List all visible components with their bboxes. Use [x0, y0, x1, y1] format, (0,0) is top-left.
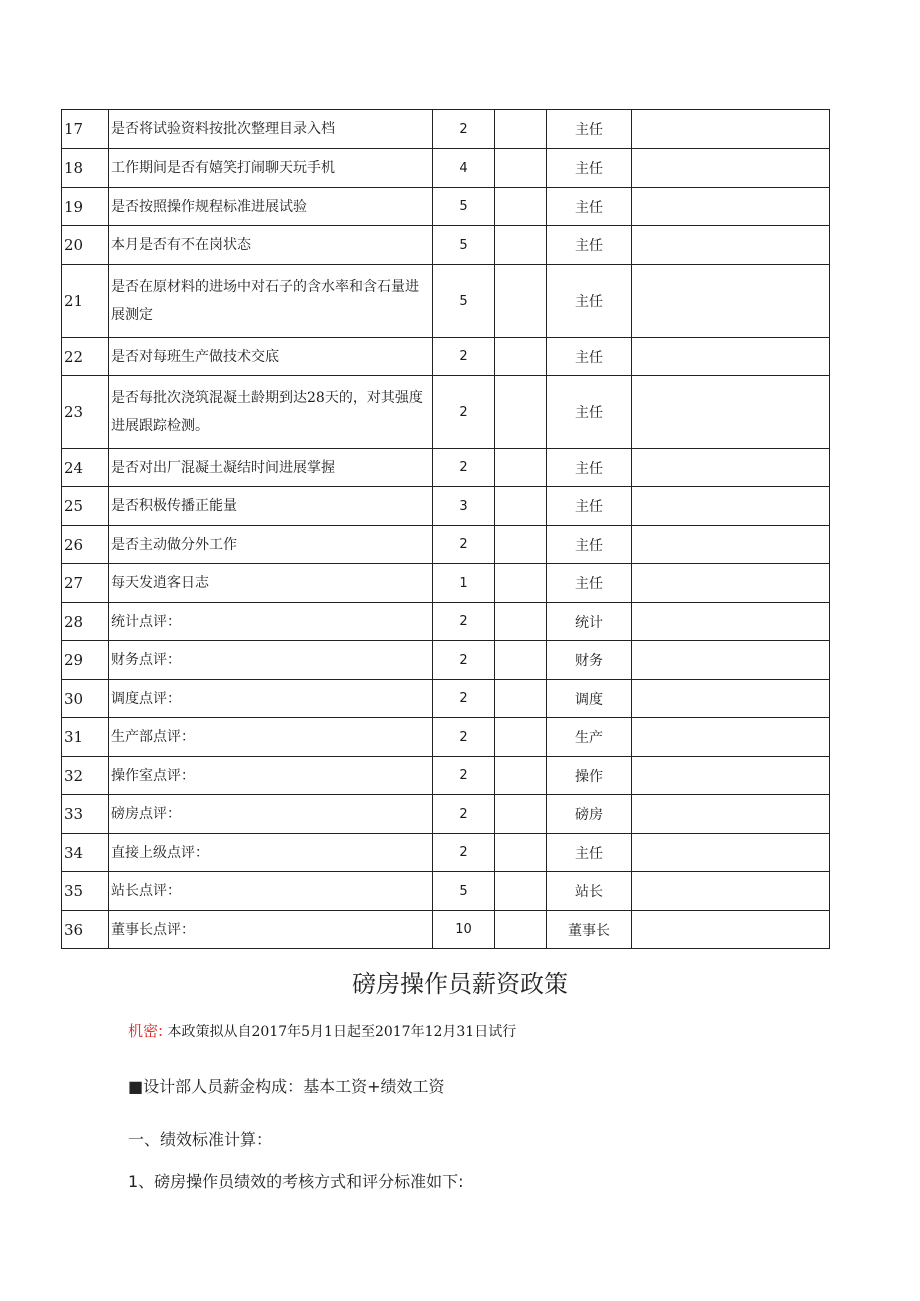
row-blank-cell: [495, 376, 547, 449]
row-number: 33: [62, 795, 109, 834]
row-number: 32: [62, 757, 109, 795]
row-number: 17: [62, 110, 109, 149]
row-responsible: 主任: [547, 376, 632, 449]
row-responsible: 财务: [547, 641, 632, 680]
row-item: 磅房点评：: [109, 795, 433, 834]
row-blank-cell: [495, 188, 547, 226]
row-number: 25: [62, 487, 109, 526]
row-blank-cell: [495, 265, 547, 338]
row-score: 2: [433, 680, 495, 718]
row-item: 董事长点评：: [109, 911, 433, 949]
row-item: 是否每批次浇筑混凝土龄期到达28天的，对其强度进展跟踪检测。: [109, 376, 433, 449]
row-remark-cell: [632, 641, 830, 680]
row-score: 5: [433, 188, 495, 226]
row-score: 5: [433, 226, 495, 265]
row-score: 2: [433, 526, 495, 564]
row-responsible: 主任: [547, 110, 632, 149]
table-row: [62, 795, 830, 834]
salary-composition: ■设计部人员薪金构成：基本工资+绩效工资: [128, 1077, 445, 1096]
row-blank-cell: [495, 757, 547, 795]
row-remark-cell: [632, 376, 830, 449]
row-item: 直接上级点评：: [109, 834, 433, 872]
row-remark-cell: [632, 795, 830, 834]
table-row: [62, 265, 830, 338]
row-item: 是否在原材料的进场中对石子的含水率和含石量进展测定: [109, 265, 433, 338]
row-item: 是否将试验资料按批次整理目录入档: [109, 110, 433, 149]
row-score: 5: [433, 872, 495, 911]
row-item: 调度点评：: [109, 680, 433, 718]
row-remark-cell: [632, 526, 830, 564]
table-row: [62, 449, 830, 487]
document-title: 磅房操作员薪资政策: [352, 970, 568, 998]
row-score: 5: [433, 265, 495, 338]
row-score: 2: [433, 757, 495, 795]
row-score: 2: [433, 795, 495, 834]
row-responsible: 董事长: [547, 911, 632, 949]
row-number: 23: [62, 376, 109, 449]
row-item: 操作室点评：: [109, 757, 433, 795]
table-row: [62, 911, 830, 949]
table-row: [62, 834, 830, 872]
confidential-notice: [128, 1020, 516, 1041]
row-item: 是否对出厂混凝土凝结时间进展掌握: [109, 449, 433, 487]
row-number: 34: [62, 834, 109, 872]
row-remark-cell: [632, 564, 830, 603]
table-row: [62, 188, 830, 226]
row-number: 36: [62, 911, 109, 949]
row-blank-cell: [495, 226, 547, 265]
row-blank-cell: [495, 911, 547, 949]
table-row: [62, 226, 830, 265]
row-number: 18: [62, 149, 109, 188]
row-item: 每天发逍客日志: [109, 564, 433, 603]
table-row: [62, 603, 830, 641]
row-responsible: 操作: [547, 757, 632, 795]
row-score: 2: [433, 449, 495, 487]
table-row: [62, 338, 830, 376]
subsection-heading-1: 1、磅房操作员绩效的考核方式和评分标准如下:: [128, 1172, 464, 1191]
confidential-label: 机密:: [128, 1022, 164, 1040]
row-responsible: 调度: [547, 680, 632, 718]
row-remark-cell: [632, 911, 830, 949]
row-blank-cell: [495, 795, 547, 834]
row-responsible: 主任: [547, 564, 632, 603]
row-responsible: 主任: [547, 188, 632, 226]
row-remark-cell: [632, 872, 830, 911]
row-score: 2: [433, 641, 495, 680]
row-blank-cell: [495, 487, 547, 526]
row-item: 站长点评：: [109, 872, 433, 911]
row-blank-cell: [495, 834, 547, 872]
table-row: [62, 149, 830, 188]
row-number: 29: [62, 641, 109, 680]
row-blank-cell: [495, 564, 547, 603]
row-score: 2: [433, 718, 495, 757]
row-number: 26: [62, 526, 109, 564]
row-responsible: 主任: [547, 526, 632, 564]
row-remark-cell: [632, 110, 830, 149]
table-row: [62, 487, 830, 526]
row-score: 2: [433, 110, 495, 149]
row-score: 2: [433, 376, 495, 449]
row-responsible: 主任: [547, 834, 632, 872]
row-remark-cell: [632, 449, 830, 487]
row-number: 21: [62, 265, 109, 338]
row-number: 20: [62, 226, 109, 265]
row-number: 35: [62, 872, 109, 911]
evaluation-table: [61, 109, 830, 949]
row-blank-cell: [495, 603, 547, 641]
row-blank-cell: [495, 526, 547, 564]
row-remark-cell: [632, 338, 830, 376]
row-number: 27: [62, 564, 109, 603]
table-row: [62, 680, 830, 718]
row-blank-cell: [495, 641, 547, 680]
row-remark-cell: [632, 757, 830, 795]
row-item: 本月是否有不在岗状态: [109, 226, 433, 265]
row-item: 是否按照操作规程标准进展试验: [109, 188, 433, 226]
row-blank-cell: [495, 110, 547, 149]
table-row: [62, 564, 830, 603]
row-responsible: 主任: [547, 226, 632, 265]
row-responsible: 主任: [547, 265, 632, 338]
row-remark-cell: [632, 718, 830, 757]
row-remark-cell: [632, 487, 830, 526]
row-number: 24: [62, 449, 109, 487]
section-heading-1: 一、绩效标准计算：: [128, 1130, 273, 1149]
row-remark-cell: [632, 834, 830, 872]
row-remark-cell: [632, 680, 830, 718]
row-responsible: 磅房: [547, 795, 632, 834]
row-score: 2: [433, 338, 495, 376]
row-item: 是否对每班生产做技术交底: [109, 338, 433, 376]
row-remark-cell: [632, 149, 830, 188]
row-item: 工作期间是否有嬉笑打闹聊天玩手机: [109, 149, 433, 188]
row-number: 30: [62, 680, 109, 718]
row-score: 1: [433, 564, 495, 603]
row-score: 2: [433, 834, 495, 872]
table-row: [62, 641, 830, 680]
confidential-text: 本政策拟从自2017年5月1日起至2017年12月31日试行: [167, 1024, 517, 1040]
row-responsible: 站长: [547, 872, 632, 911]
row-score: 10: [433, 911, 495, 949]
row-item: 财务点评：: [109, 641, 433, 680]
table-row: [62, 757, 830, 795]
row-score: 4: [433, 149, 495, 188]
row-number: 28: [62, 603, 109, 641]
row-number: 19: [62, 188, 109, 226]
table-row: [62, 718, 830, 757]
row-blank-cell: [495, 680, 547, 718]
table-row: [62, 110, 830, 149]
row-responsible: 主任: [547, 149, 632, 188]
row-blank-cell: [495, 149, 547, 188]
row-number: 31: [62, 718, 109, 757]
row-remark-cell: [632, 226, 830, 265]
row-number: 22: [62, 338, 109, 376]
row-remark-cell: [632, 603, 830, 641]
row-item: 统计点评：: [109, 603, 433, 641]
row-responsible: 统计: [547, 603, 632, 641]
row-score: 2: [433, 603, 495, 641]
row-remark-cell: [632, 188, 830, 226]
row-item: 是否积极传播正能量: [109, 487, 433, 526]
row-responsible: 主任: [547, 338, 632, 376]
row-blank-cell: [495, 338, 547, 376]
row-responsible: 主任: [547, 487, 632, 526]
row-responsible: 生产: [547, 718, 632, 757]
row-blank-cell: [495, 718, 547, 757]
row-item: 是否主动做分外工作: [109, 526, 433, 564]
row-responsible: 主任: [547, 449, 632, 487]
table-row: [62, 376, 830, 449]
row-blank-cell: [495, 872, 547, 911]
table-row: [62, 872, 830, 911]
row-remark-cell: [632, 265, 830, 338]
row-blank-cell: [495, 449, 547, 487]
row-item: 生产部点评：: [109, 718, 433, 757]
table-row: [62, 526, 830, 564]
row-score: 3: [433, 487, 495, 526]
